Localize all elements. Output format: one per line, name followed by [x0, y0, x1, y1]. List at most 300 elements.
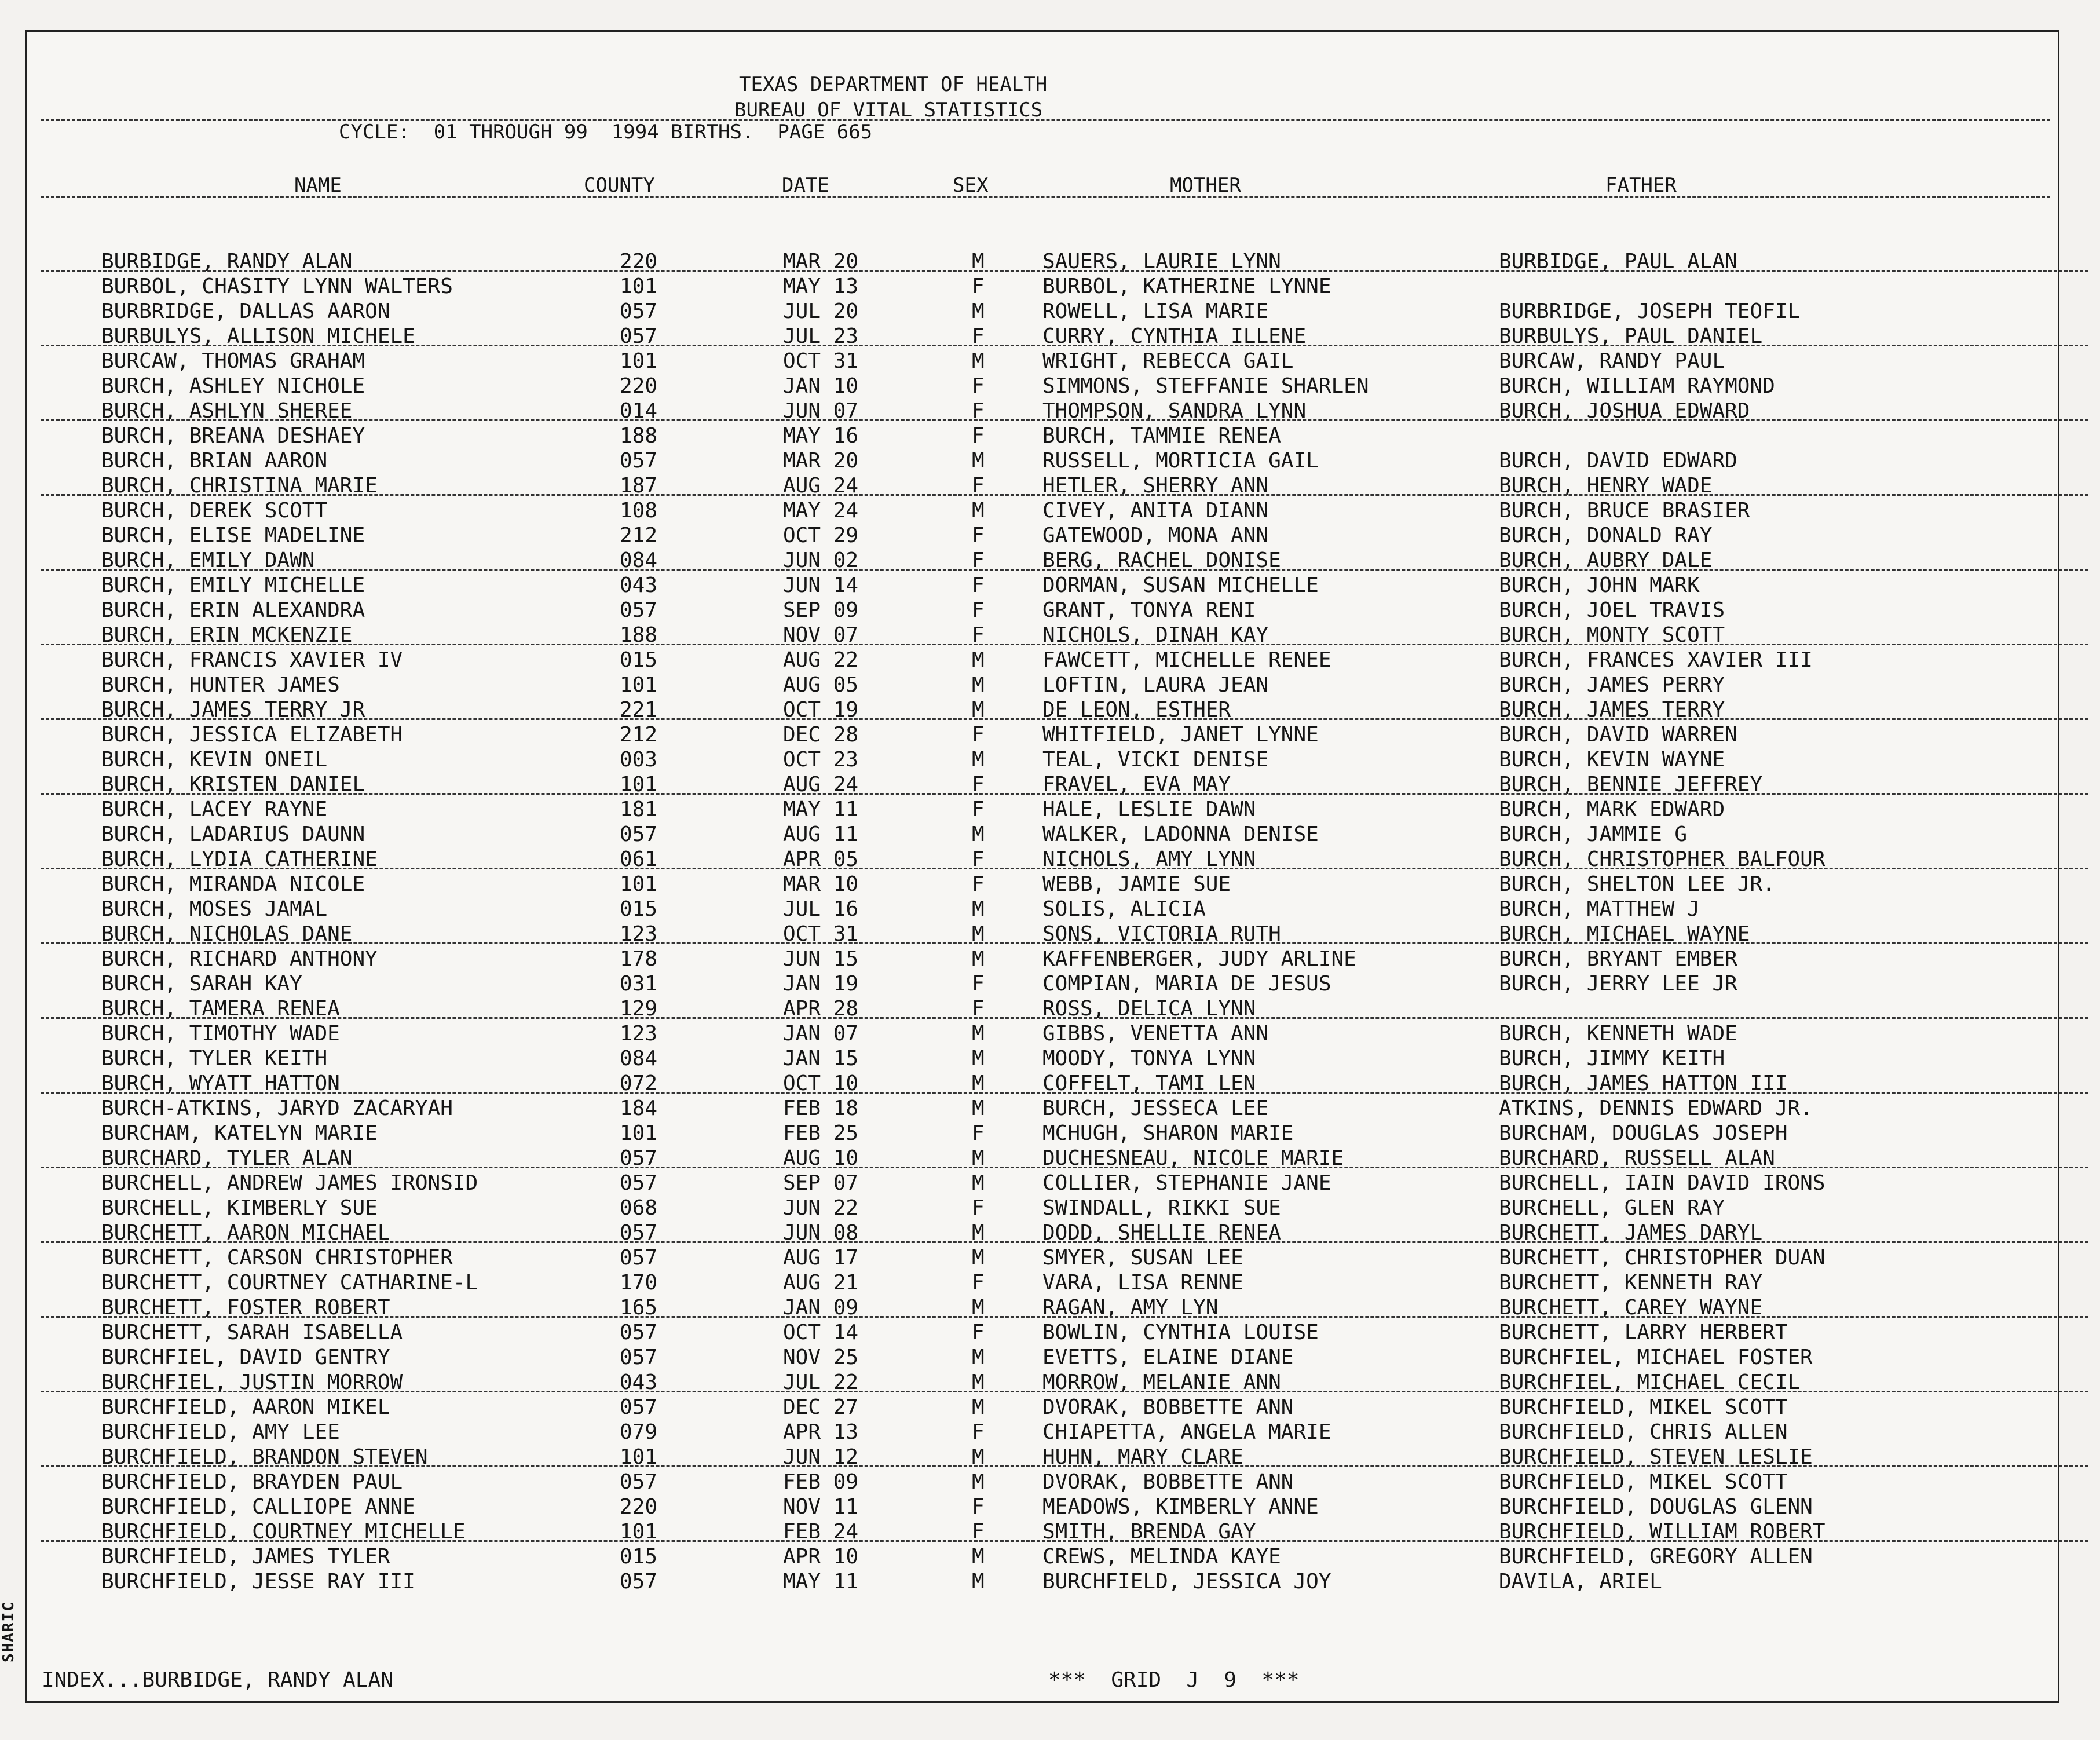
- cell-county: 057: [620, 1246, 658, 1270]
- cell-sex: M: [972, 449, 985, 473]
- cell-father: BURCH, MARK EDWARD: [1499, 798, 1725, 821]
- cell-date: JUN 22: [783, 1196, 859, 1220]
- cell-date: NOV 11: [783, 1495, 859, 1519]
- cell-date: OCT 10: [783, 1072, 859, 1095]
- cell-county: 188: [620, 424, 658, 448]
- cell-name: BURCH, KRISTEN DANIEL: [101, 773, 365, 796]
- cell-father: BURCH, SHELTON LEE JR.: [1499, 872, 1775, 896]
- table-row: [0, 1420, 2100, 1445]
- cell-name: BURCHFIELD, JESSE RAY III: [101, 1570, 415, 1593]
- cell-county: 108: [620, 499, 658, 522]
- cell-sex: F: [972, 598, 985, 622]
- cell-county: 057: [620, 449, 658, 473]
- cell-father: BURCH, AUBRY DALE: [1499, 549, 1713, 572]
- cell-name: BURCH, KEVIN ONEIL: [101, 748, 328, 772]
- cell-county: 123: [620, 1022, 658, 1046]
- cell-county: 123: [620, 922, 658, 946]
- column-header-date: DATE: [782, 174, 829, 197]
- cell-county: 221: [620, 698, 658, 722]
- cell-father: BURCH, JAMES PERRY: [1499, 673, 1725, 697]
- cell-county: 101: [620, 275, 658, 298]
- cell-county: 101: [620, 1520, 658, 1544]
- cell-date: JUN 07: [783, 399, 859, 423]
- cell-name: BURCH, ELISE MADELINE: [101, 524, 365, 547]
- cell-sex: M: [972, 349, 985, 373]
- cell-county: 181: [620, 798, 658, 821]
- cell-county: 101: [620, 872, 658, 896]
- cell-name: BURCH, TYLER KEITH: [101, 1047, 328, 1070]
- cell-name: BURCH, FRANCIS XAVIER IV: [101, 648, 403, 672]
- cell-county: 101: [620, 673, 658, 697]
- cell-county: 188: [620, 623, 658, 647]
- cell-name: BURCH, JESSICA ELIZABETH: [101, 723, 403, 747]
- cell-mother: BURCH, TAMMIE RENEA: [1042, 424, 1281, 448]
- table-row: [0, 697, 2100, 722]
- cell-date: JUN 02: [783, 549, 859, 572]
- cell-sex: M: [972, 499, 985, 522]
- cell-date: NOV 07: [783, 623, 859, 647]
- cell-name: BURCHETT, CARSON CHRISTOPHER: [101, 1246, 453, 1270]
- cell-county: 084: [620, 549, 658, 572]
- table-row: [0, 498, 2100, 523]
- table-row: [0, 1021, 2100, 1046]
- column-header-father: FATHER: [1605, 174, 1677, 197]
- cell-name: BURCAW, THOMAS GRAHAM: [101, 349, 365, 373]
- cell-mother: WHITFIELD, JANET LYNNE: [1042, 723, 1319, 747]
- cell-county: 084: [620, 1047, 658, 1070]
- cell-father: BURCHFIEL, MICHAEL FOSTER: [1499, 1346, 1813, 1369]
- cell-county: 015: [620, 1545, 658, 1569]
- cell-sex: M: [972, 1171, 985, 1195]
- cell-county: 014: [620, 399, 658, 423]
- cell-sex: M: [972, 897, 985, 921]
- cell-county: 057: [620, 1346, 658, 1369]
- cell-father: BURCH, KENNETH WADE: [1499, 1022, 1737, 1046]
- table-row: [0, 1494, 2100, 1519]
- cell-mother: ROWELL, LISA MARIE: [1042, 299, 1269, 323]
- cell-mother: HETLER, SHERRY ANN: [1042, 474, 1269, 498]
- cell-father: BURCHAM, DOUGLAS JOSEPH: [1499, 1121, 1788, 1145]
- cell-sex: F: [972, 424, 985, 448]
- table-row: [0, 623, 2100, 648]
- cell-name: BURCHFIEL, DAVID GENTRY: [101, 1346, 390, 1369]
- cell-father: BURCHFIELD, CHRIS ALLEN: [1499, 1420, 1788, 1444]
- cell-date: APR 10: [783, 1545, 859, 1569]
- table-row: [0, 747, 2100, 772]
- cell-date: AUG 05: [783, 673, 859, 697]
- cell-father: BURCH, JOSHUA EDWARD: [1499, 399, 1750, 423]
- cell-date: FEB 25: [783, 1121, 859, 1145]
- column-header-mother: MOTHER: [1170, 174, 1241, 197]
- cell-mother: MOODY, TONYA LYNN: [1042, 1047, 1256, 1070]
- table-row: [0, 598, 2100, 623]
- cell-date: JAN 19: [783, 972, 859, 996]
- cell-county: 101: [620, 773, 658, 796]
- cell-date: OCT 14: [783, 1321, 859, 1344]
- cell-mother: SOLIS, ALICIA: [1042, 897, 1206, 921]
- cell-name: BURCHFIELD, CALLIOPE ANNE: [101, 1495, 415, 1519]
- cell-father: DAVILA, ARIEL: [1499, 1570, 1662, 1593]
- cell-date: MAR 10: [783, 872, 859, 896]
- cell-county: 220: [620, 374, 658, 398]
- table-row: [0, 374, 2100, 399]
- cell-mother: TEAL, VICKI DENISE: [1042, 748, 1269, 772]
- table-row: [0, 1196, 2100, 1220]
- cell-sex: M: [972, 299, 985, 323]
- cell-sex: F: [972, 623, 985, 647]
- cell-name: BURCH, TIMOTHY WADE: [101, 1022, 340, 1046]
- cell-mother: FRAVEL, EVA MAY: [1042, 773, 1231, 796]
- cell-name: BURCH, WYATT HATTON: [101, 1072, 340, 1095]
- table-row: [0, 1270, 2100, 1295]
- cell-mother: RUSSELL, MORTICIA GAIL: [1042, 449, 1319, 473]
- cell-name: BURCHAM, KATELYN MARIE: [101, 1121, 378, 1145]
- cell-date: JUN 08: [783, 1221, 859, 1245]
- cell-county: 057: [620, 598, 658, 622]
- cell-father: BURCH, KEVIN WAYNE: [1499, 748, 1725, 772]
- cell-date: APR 05: [783, 847, 859, 871]
- cell-sex: M: [972, 1370, 985, 1394]
- cell-name: BURCHETT, FOSTER ROBERT: [101, 1296, 390, 1319]
- cell-father: BURCHELL, IAIN DAVID IRONS: [1499, 1171, 1825, 1195]
- table-row: [0, 872, 2100, 897]
- cell-mother: HALE, LESLIE DAWN: [1042, 798, 1256, 821]
- cell-sex: F: [972, 374, 985, 398]
- cell-date: OCT 31: [783, 349, 859, 373]
- cell-mother: COFFELT, TAMI LEN: [1042, 1072, 1256, 1095]
- cell-date: JUL 20: [783, 299, 859, 323]
- cell-sex: F: [972, 997, 985, 1021]
- cell-date: MAR 20: [783, 250, 859, 273]
- cell-county: 184: [620, 1096, 658, 1120]
- cell-name: BURBOL, CHASITY LYNN WALTERS: [101, 275, 453, 298]
- cell-name: BURCH-ATKINS, JARYD ZACARYAH: [101, 1096, 453, 1120]
- cell-father: BURCH, DONALD RAY: [1499, 524, 1713, 547]
- cell-mother: KAFFENBERGER, JUDY ARLINE: [1042, 947, 1356, 971]
- cell-county: 187: [620, 474, 658, 498]
- table-row: [0, 1320, 2100, 1345]
- cell-father: BURCH, JIMMY KEITH: [1499, 1047, 1725, 1070]
- cell-mother: BURBOL, KATHERINE LYNNE: [1042, 275, 1331, 298]
- cell-name: BURCHETT, SARAH ISABELLA: [101, 1321, 403, 1344]
- cell-sex: F: [972, 1520, 985, 1544]
- cell-father: BURCH, MONTY SCOTT: [1499, 623, 1725, 647]
- cell-name: BURCHETT, COURTNEY CATHARINE-L: [101, 1271, 478, 1295]
- cell-name: BURCH, LYDIA CATHERINE: [101, 847, 378, 871]
- cell-name: BURCH, LACEY RAYNE: [101, 798, 328, 821]
- cell-date: OCT 23: [783, 748, 859, 772]
- table-row: [0, 1046, 2100, 1071]
- cell-sex: M: [972, 698, 985, 722]
- cell-date: AUG 11: [783, 823, 859, 846]
- cell-mother: BOWLIN, CYNTHIA LOUISE: [1042, 1321, 1319, 1344]
- cell-county: 068: [620, 1196, 658, 1220]
- cell-father: BURCHFIELD, WILLIAM ROBERT: [1499, 1520, 1825, 1544]
- cell-county: 057: [620, 1570, 658, 1593]
- table-row: [0, 722, 2100, 747]
- cell-mother: NICHOLS, AMY LYNN: [1042, 847, 1256, 871]
- table-row: [0, 648, 2100, 672]
- cell-county: 170: [620, 1271, 658, 1295]
- table-row: [0, 822, 2100, 847]
- cell-mother: COMPIAN, MARIA DE JESUS: [1042, 972, 1331, 996]
- cell-father: BURCH, MICHAEL WAYNE: [1499, 922, 1750, 946]
- cell-date: FEB 24: [783, 1520, 859, 1544]
- table-row: [0, 1370, 2100, 1395]
- table-row: [0, 548, 2100, 573]
- cell-father: BURCH, JAMES TERRY: [1499, 698, 1725, 722]
- cell-date: JUN 15: [783, 947, 859, 971]
- side-mark: SHARIC: [0, 1601, 17, 1662]
- cell-name: BURCHETT, AARON MICHAEL: [101, 1221, 390, 1245]
- cell-date: OCT 19: [783, 698, 859, 722]
- cell-county: 057: [620, 1146, 658, 1170]
- cell-father: BURCH, BRUCE BRASIER: [1499, 499, 1750, 522]
- table-row: [0, 1345, 2100, 1370]
- cell-mother: FAWCETT, MICHELLE RENEE: [1042, 648, 1331, 672]
- table-row: [0, 274, 2100, 299]
- cell-date: JAN 10: [783, 374, 859, 398]
- cell-mother: HUHN, MARY CLARE: [1042, 1445, 1243, 1469]
- column-header-name: NAME: [294, 174, 342, 197]
- cell-date: SEP 07: [783, 1171, 859, 1195]
- table-row: [0, 423, 2100, 448]
- cell-county: 101: [620, 1445, 658, 1469]
- table-row: [0, 399, 2100, 423]
- cell-name: BURCH, ERIN ALEXANDRA: [101, 598, 365, 622]
- cell-sex: F: [972, 1495, 985, 1519]
- cell-name: BURCH, MOSES JAMAL: [101, 897, 328, 921]
- cell-date: DEC 28: [783, 723, 859, 747]
- cell-name: BURCH, BRIAN AARON: [101, 449, 328, 473]
- cell-county: 178: [620, 947, 658, 971]
- cell-father: BURCH, FRANCES XAVIER III: [1499, 648, 1813, 672]
- table-row: [0, 1220, 2100, 1245]
- cell-father: BURCH, DAVID WARREN: [1499, 723, 1737, 747]
- cell-name: BURBRIDGE, DALLAS AARON: [101, 299, 390, 323]
- cell-date: APR 28: [783, 997, 859, 1021]
- table-row: [0, 847, 2100, 872]
- table-row: [0, 797, 2100, 822]
- cell-mother: SIMMONS, STEFFANIE SHARLEN: [1042, 374, 1369, 398]
- cell-county: 031: [620, 972, 658, 996]
- cell-date: MAY 24: [783, 499, 859, 522]
- cell-date: AUG 21: [783, 1271, 859, 1295]
- cell-name: BURCH, HUNTER JAMES: [101, 673, 340, 697]
- table-row: [0, 672, 2100, 697]
- cell-county: 101: [620, 1121, 658, 1145]
- cell-father: BURCHFIELD, DOUGLAS GLENN: [1499, 1495, 1813, 1519]
- cell-county: 129: [620, 997, 658, 1021]
- cell-date: MAY 11: [783, 798, 859, 821]
- cell-name: BURCHFIEL, JUSTIN MORROW: [101, 1370, 403, 1394]
- cell-name: BURCH, JAMES TERRY JR: [101, 698, 365, 722]
- cell-name: BURCH, NICHOLAS DANE: [101, 922, 353, 946]
- cell-sex: M: [972, 673, 985, 697]
- cell-mother: SMYER, SUSAN LEE: [1042, 1246, 1243, 1270]
- cell-father: BURBULYS, PAUL DANIEL: [1499, 324, 1763, 348]
- cell-name: BURCHFIELD, BRANDON STEVEN: [101, 1445, 428, 1469]
- cell-sex: M: [972, 922, 985, 946]
- cell-county: 220: [620, 250, 658, 273]
- table-row: [0, 1121, 2100, 1146]
- cell-mother: ROSS, DELICA LYNN: [1042, 997, 1256, 1021]
- cell-date: MAR 20: [783, 449, 859, 473]
- cell-father: BURCH, MATTHEW J: [1499, 897, 1700, 921]
- cell-sex: F: [972, 1420, 985, 1444]
- cell-mother: DODD, SHELLIE RENEA: [1042, 1221, 1281, 1245]
- cell-father: BURCH, BRYANT EMBER: [1499, 947, 1737, 971]
- cell-name: BURCH, ASHLEY NICHOLE: [101, 374, 365, 398]
- cell-sex: M: [972, 1047, 985, 1070]
- cell-county: 057: [620, 1171, 658, 1195]
- cell-date: AUG 22: [783, 648, 859, 672]
- cell-date: OCT 31: [783, 922, 859, 946]
- header-bureau: BUREAU OF VITAL STATISTICS: [734, 98, 1043, 122]
- cell-mother: MCHUGH, SHARON MARIE: [1042, 1121, 1294, 1145]
- cell-date: JUL 22: [783, 1370, 859, 1394]
- cell-mother: RAGAN, AMY LYN: [1042, 1296, 1219, 1319]
- table-row: [0, 448, 2100, 473]
- cell-sex: M: [972, 1221, 985, 1245]
- cell-date: JAN 15: [783, 1047, 859, 1070]
- table-row: [0, 1395, 2100, 1420]
- cell-father: BURCH, WILLIAM RAYMOND: [1499, 374, 1775, 398]
- cell-name: BURCH, LADARIUS DAUNN: [101, 823, 365, 846]
- cell-name: BURCHFIELD, COURTNEY MICHELLE: [101, 1520, 466, 1544]
- cell-county: 057: [620, 299, 658, 323]
- cell-father: BURCH, BENNIE JEFFREY: [1499, 773, 1763, 796]
- cell-mother: SWINDALL, RIKKI SUE: [1042, 1196, 1281, 1220]
- cell-father: BURBIDGE, PAUL ALAN: [1499, 250, 1737, 273]
- cell-mother: GIBBS, VENETTA ANN: [1042, 1022, 1269, 1046]
- cell-sex: F: [972, 474, 985, 498]
- cell-sex: M: [972, 823, 985, 846]
- cell-date: MAY 16: [783, 424, 859, 448]
- cell-father: BURCH, JOHN MARK: [1499, 573, 1700, 597]
- table-row: [0, 971, 2100, 996]
- cell-mother: CHIAPETTA, ANGELA MARIE: [1042, 1420, 1331, 1444]
- footer-grid: *** GRID J 9 ***: [1048, 1668, 1300, 1692]
- cell-mother: BURCHFIELD, JESSICA JOY: [1042, 1570, 1331, 1593]
- cell-county: 101: [620, 349, 658, 373]
- cell-father: BURCHETT, JAMES DARYL: [1499, 1221, 1763, 1245]
- cell-father: BURCHFIELD, MIKEL SCOTT: [1499, 1395, 1788, 1419]
- cell-father: BURCH, HENRY WADE: [1499, 474, 1713, 498]
- cell-date: SEP 09: [783, 598, 859, 622]
- cell-name: BURCH, ERIN MCKENZIE: [101, 623, 353, 647]
- table-row: [0, 249, 2100, 274]
- cell-sex: F: [972, 798, 985, 821]
- header-title: TEXAS DEPARTMENT OF HEALTH: [739, 73, 1048, 96]
- table-row: [0, 897, 2100, 922]
- cell-mother: DE LEON, ESTHER: [1042, 698, 1231, 722]
- cell-father: BURCH, CHRISTOPHER BALFOUR: [1499, 847, 1825, 871]
- cell-name: BURCHFIELD, AMY LEE: [101, 1420, 340, 1444]
- cell-county: 015: [620, 897, 658, 921]
- table-row: [0, 1569, 2100, 1594]
- cell-mother: SAUERS, LAURIE LYNN: [1042, 250, 1281, 273]
- cell-sex: F: [972, 324, 985, 348]
- cell-date: JAN 09: [783, 1296, 859, 1319]
- table-row: [0, 922, 2100, 946]
- cell-name: BURCH, ASHLYN SHEREE: [101, 399, 353, 423]
- cell-sex: M: [972, 1072, 985, 1095]
- table-row: [0, 996, 2100, 1021]
- cell-name: BURCH, MIRANDA NICOLE: [101, 872, 365, 896]
- cell-mother: GATEWOOD, MONA ANN: [1042, 524, 1269, 547]
- table-row: [0, 473, 2100, 498]
- cell-sex: M: [972, 748, 985, 772]
- cell-sex: F: [972, 573, 985, 597]
- cell-name: BURCH, EMILY MICHELLE: [101, 573, 365, 597]
- cell-name: BURCH, TAMERA RENEA: [101, 997, 340, 1021]
- cell-sex: M: [972, 1445, 985, 1469]
- cell-date: FEB 09: [783, 1470, 859, 1494]
- cell-date: OCT 29: [783, 524, 859, 547]
- cell-sex: F: [972, 399, 985, 423]
- cell-name: BURBULYS, ALLISON MICHELE: [101, 324, 415, 348]
- cell-mother: DORMAN, SUSAN MICHELLE: [1042, 573, 1319, 597]
- table-row: [0, 1146, 2100, 1171]
- cell-sex: M: [972, 1246, 985, 1270]
- cell-father: BURCH, JOEL TRAVIS: [1499, 598, 1725, 622]
- cell-father: BURCHFIELD, MIKEL SCOTT: [1499, 1470, 1788, 1494]
- cell-county: 043: [620, 573, 658, 597]
- table-row: [0, 573, 2100, 598]
- cell-date: JUN 12: [783, 1445, 859, 1469]
- table-row: [0, 1096, 2100, 1121]
- cell-sex: M: [972, 1570, 985, 1593]
- cell-sex: M: [972, 1022, 985, 1046]
- cell-date: AUG 10: [783, 1146, 859, 1170]
- cell-date: JUN 14: [783, 573, 859, 597]
- table-row: [0, 299, 2100, 324]
- cell-county: 057: [620, 1395, 658, 1419]
- cell-sex: F: [972, 1196, 985, 1220]
- cell-sex: M: [972, 1146, 985, 1170]
- cell-father: BURCHELL, GLEN RAY: [1499, 1196, 1725, 1220]
- cell-mother: EVETTS, ELAINE DIANE: [1042, 1346, 1294, 1369]
- table-row: [0, 772, 2100, 797]
- cell-county: 015: [620, 648, 658, 672]
- cell-county: 165: [620, 1296, 658, 1319]
- cell-name: BURBIDGE, RANDY ALAN: [101, 250, 353, 273]
- cell-county: 057: [620, 1470, 658, 1494]
- cell-date: AUG 24: [783, 773, 859, 796]
- header-cycle: CYCLE: 01 THROUGH 99 1994 BIRTHS. PAGE 665: [339, 120, 873, 144]
- cell-date: JAN 07: [783, 1022, 859, 1046]
- cell-name: BURCHFIELD, AARON MIKEL: [101, 1395, 390, 1419]
- column-header-county: COUNTY: [584, 174, 655, 197]
- cell-county: 220: [620, 1495, 658, 1519]
- footer-index: INDEX...BURBIDGE, RANDY ALAN: [42, 1668, 393, 1692]
- cell-date: APR 13: [783, 1420, 859, 1444]
- cell-father: BURCHETT, CHRISTOPHER DUAN: [1499, 1246, 1825, 1270]
- cell-date: FEB 18: [783, 1096, 859, 1120]
- cell-father: BURCAW, RANDY PAUL: [1499, 349, 1725, 373]
- cell-father: BURCHETT, LARRY HERBERT: [1499, 1321, 1788, 1344]
- cell-mother: SMITH, BRENDA GAY: [1042, 1520, 1256, 1544]
- column-header-sex: SEX: [953, 174, 989, 197]
- cell-date: JUL 16: [783, 897, 859, 921]
- cell-name: BURCHARD, TYLER ALAN: [101, 1146, 353, 1170]
- cell-father: BURCHETT, KENNETH RAY: [1499, 1271, 1763, 1295]
- cell-sex: F: [972, 549, 985, 572]
- cell-father: ATKINS, DENNIS EDWARD JR.: [1499, 1096, 1813, 1120]
- cell-sex: M: [972, 648, 985, 672]
- cell-county: 057: [620, 1221, 658, 1245]
